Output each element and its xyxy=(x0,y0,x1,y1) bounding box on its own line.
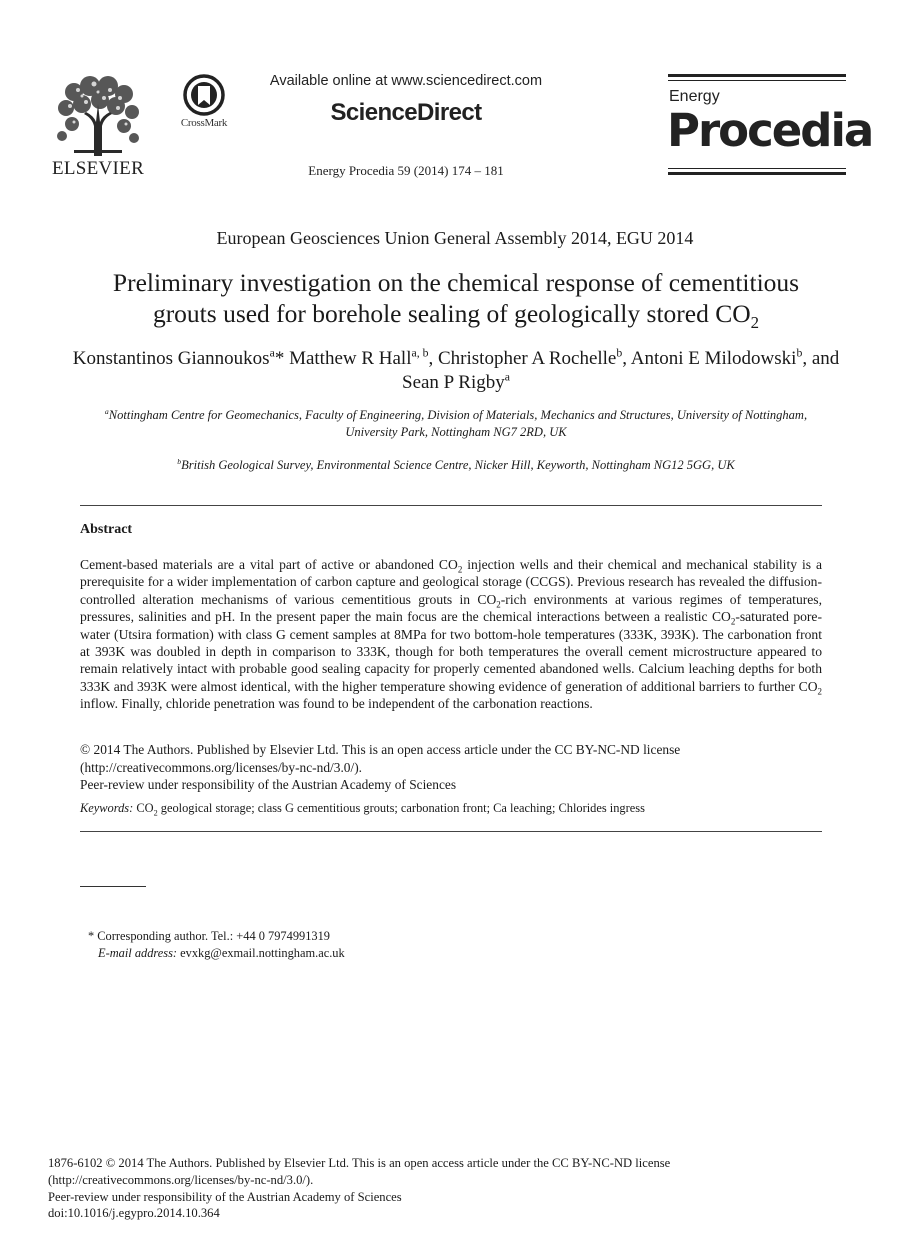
paren: ( xyxy=(48,1172,53,1187)
affiliation-b-text: British Geological Survey, Environmental Science Centre, Nicker Hill, Keyworth, Nottingham NG12 5GG, UK xyxy=(181,458,735,472)
author-name: Matthew R Hall xyxy=(289,348,412,369)
copyright-block xyxy=(80,741,822,794)
page-footer xyxy=(48,1155,828,1222)
author-affiliation-mark: a xyxy=(504,370,510,384)
copyright-line: © 2014 The Authors. Published by Elsevier Ltd. This is an open access article under the CC BY-NC-ND license xyxy=(80,742,681,757)
energy-procedia-logo xyxy=(667,74,873,178)
subscript: 2 xyxy=(496,599,501,610)
abstract-text: -rich environments at various regimes of temperatures, pressures, salinities and pH. In the present paper the main focus are the chemical interactions between a realistic CO xyxy=(80,591,822,625)
footnote xyxy=(88,928,345,962)
logo-rule-top-thin xyxy=(668,80,846,81)
sciencedirect-logo: ScienceDirect xyxy=(330,99,482,126)
logo-procedia-word: Procedia xyxy=(667,104,873,157)
footnote-rule xyxy=(80,886,146,887)
email-address: evxkg@exmail.nottingham.ac.uk xyxy=(180,946,345,960)
license-line xyxy=(80,759,822,777)
keywords-text: geological storage; class G cementitious grouts; carbonation front; Ca leaching; Chlorides ingress xyxy=(157,801,645,815)
conference-name: European Geosciences Union General Assembly 2014, EGU 2014 xyxy=(216,228,694,248)
available-online-text: Available online at www.sciencedirect.com xyxy=(269,73,543,89)
author-list xyxy=(60,347,852,395)
subscript: 2 xyxy=(153,808,158,818)
logo-rule-bottom xyxy=(668,172,846,175)
issn-copyright: 1876-6102 © 2014 The Authors. Published by Elsevier Ltd. This is an open access article under the CC BY-NC-ND license xyxy=(48,1156,671,1170)
abstract-text: -saturated pore-water (Utsira formation) with class G cement samples at 8MPa for two bottom-hole temperatures (333K, 393K). The carbonation front at 393K was doubled in depth in comparison to 333K, though for both temperatures the overall cement microstructure appeared to remain relatively intact with probable good sealing capacity for properly cemented abandoned wells. Calcium leaching depths for both 333K and 393K were almost identical, with the higher temperature showing evidence of generation of additional barriers to further CO xyxy=(80,609,822,694)
affiliation-a xyxy=(80,407,832,441)
license-link[interactable]: http://creativecommons.org/licenses/by-nc-nd/3.0/ xyxy=(84,759,355,775)
keywords xyxy=(80,801,822,816)
logo-energy-word: Energy xyxy=(669,88,720,105)
paper-title xyxy=(60,267,852,333)
author-name: Christopher A Rochelle xyxy=(438,348,617,369)
email-line xyxy=(88,945,345,962)
peer-review-line: Peer-review under responsibility of the Austrian Academy of Sciences xyxy=(80,777,457,793)
author-name: Konstantinos Giannoukos xyxy=(72,348,270,369)
elsevier-wordmark: ELSEVIER xyxy=(51,158,145,179)
author-separator: * xyxy=(274,348,285,369)
subscript: 2 xyxy=(817,686,822,697)
author-name: Antoni E Milodowski xyxy=(630,348,797,369)
title-subscript: 2 xyxy=(750,313,760,333)
logo-rule-top xyxy=(668,74,846,77)
author-affiliation-mark: a, b xyxy=(411,346,429,360)
author-separator: , xyxy=(622,348,628,369)
author-affiliation-mark: a xyxy=(269,346,275,360)
crossmark-label: CrossMark xyxy=(180,117,228,129)
abstract-text: Cement-based materials are a vital part of active or abandoned CO xyxy=(80,557,458,572)
title-line-2: grouts used for borehole sealing of geologically stored CO xyxy=(152,299,751,328)
paren: ). xyxy=(305,1172,314,1187)
author-separator: , xyxy=(802,348,808,369)
license-link[interactable]: http://creativecommons.org/licenses/by-nc-nd/3.0/ xyxy=(52,1172,306,1187)
peer-review-line: Peer-review under responsibility of the Austrian Academy of Sciences xyxy=(48,1189,402,1204)
abstract-heading: Abstract xyxy=(80,522,133,537)
subscript: 2 xyxy=(730,616,736,627)
doi: doi:10.1016/j.egypro.2014.10.364 xyxy=(48,1206,220,1221)
affiliation-b xyxy=(80,458,832,473)
abstract-text: inflow. Finally, chloride penetration was found to be independent of the carbonation reactions. xyxy=(80,696,593,712)
crossmark-icon xyxy=(181,74,227,118)
affiliation-a-line-2: University Park, Nottingham NG7 2RD, UK xyxy=(345,425,567,439)
paren: ( xyxy=(80,759,85,775)
paren: ). xyxy=(354,759,363,775)
author-affiliation-mark: b xyxy=(796,346,803,360)
logo-rule-bottom-thin xyxy=(668,168,846,169)
elsevier-tree-icon xyxy=(54,74,142,156)
affiliation-mark: b xyxy=(177,456,182,466)
keywords-label: Keywords: xyxy=(80,801,134,815)
affiliation-mark: a xyxy=(104,406,109,416)
title-line-1: Preliminary investigation on the chemical response of cementitious xyxy=(112,268,800,297)
elsevier-logo xyxy=(50,74,146,178)
keywords-text: CO xyxy=(136,801,154,815)
affiliation-a-line-1: Nottingham Centre for Geomechanics, Faculty of Engineering, Division of Materials, Mechanics and Structures, University of Nottingham, xyxy=(108,408,808,422)
abstract-text: injection wells and their chemical and mechanical stability is a prerequisite for a wider implementation of carbon capture and geological storage (CCGS). Previous research has revealed the diffusion-controlled alteration mechanisms of various cementitious grouts in CO xyxy=(80,557,822,607)
abstract-body xyxy=(80,556,822,713)
divider-top xyxy=(80,505,822,506)
abstract-paragraph xyxy=(80,556,822,713)
author-name: and Sean P Rigby xyxy=(402,348,840,393)
journal-reference: Energy Procedia 59 (2014) 174 – 181 xyxy=(308,163,504,178)
license-line xyxy=(48,1172,828,1189)
crossmark-badge[interactable] xyxy=(176,74,232,134)
subscript: 2 xyxy=(457,564,463,575)
author-separator: , xyxy=(428,348,434,369)
corresponding-author: * Corresponding author. Tel.: +44 0 7974991319 xyxy=(88,929,330,943)
divider-bottom xyxy=(80,831,822,832)
author-affiliation-mark: b xyxy=(616,346,623,360)
email-label: E-mail address: xyxy=(98,946,178,960)
